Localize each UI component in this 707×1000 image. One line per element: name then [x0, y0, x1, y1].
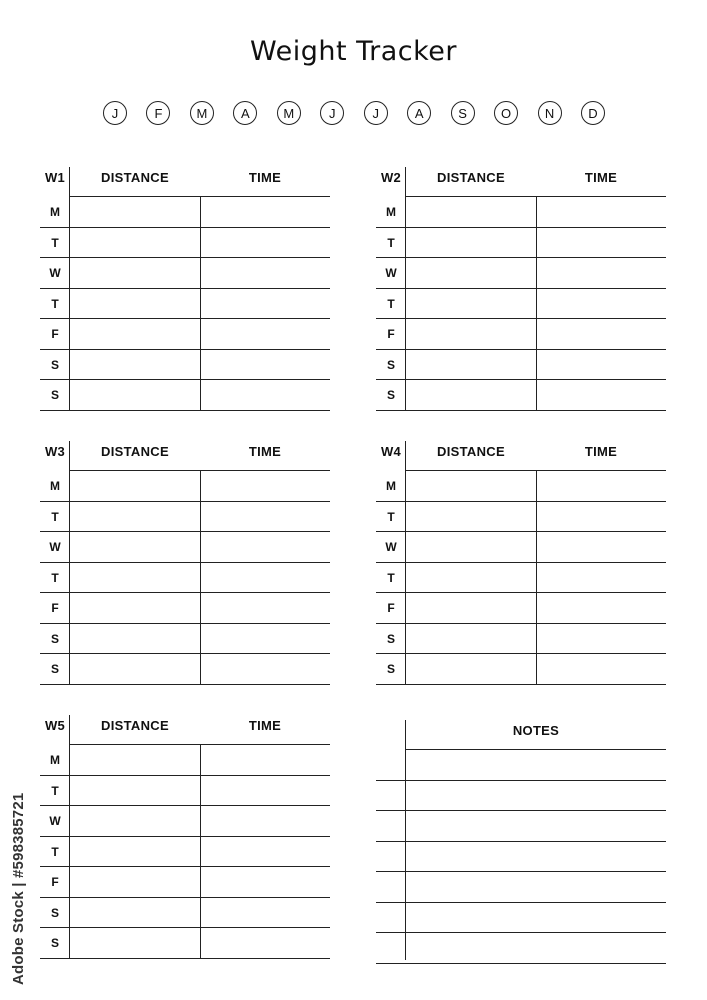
distance-cell[interactable]	[406, 654, 536, 683]
time-cell[interactable]	[201, 776, 330, 805]
month-circle[interactable]: S	[451, 101, 475, 125]
time-cell[interactable]	[201, 745, 330, 774]
day-label: T	[387, 570, 395, 585]
day-label: F	[51, 327, 59, 341]
notes-section	[376, 720, 666, 960]
month-circle[interactable]: O	[494, 101, 518, 125]
distance-cell[interactable]	[70, 624, 200, 653]
notes-line[interactable]	[406, 933, 666, 962]
time-cell[interactable]	[537, 471, 666, 500]
distance-cell[interactable]	[406, 532, 536, 561]
day-label: T	[51, 509, 59, 524]
day-label: T	[51, 235, 59, 250]
time-cell[interactable]	[537, 563, 666, 592]
day-label: T	[51, 570, 59, 585]
time-cell[interactable]	[201, 197, 330, 226]
distance-cell[interactable]	[70, 228, 200, 257]
time-cell[interactable]	[537, 593, 666, 622]
distance-cell[interactable]	[70, 654, 200, 683]
distance-cell[interactable]	[70, 502, 200, 531]
row-rule	[40, 410, 330, 411]
week-label: W5	[44, 718, 66, 733]
distance-cell[interactable]	[406, 593, 536, 622]
distance-cell[interactable]	[70, 837, 200, 866]
week-label: W3	[44, 444, 66, 459]
time-cell[interactable]	[201, 471, 330, 500]
stock-watermark-id: Adobe Stock | #598385721	[10, 792, 27, 985]
day-label: S	[386, 357, 395, 372]
row-rule	[40, 958, 330, 959]
day-label: S	[50, 936, 59, 950]
row-rule	[376, 684, 666, 685]
time-cell[interactable]	[537, 319, 666, 348]
week-table-w4	[376, 441, 666, 681]
time-cell[interactable]	[201, 258, 330, 287]
day-label: T	[51, 844, 59, 859]
time-cell[interactable]	[201, 350, 330, 379]
time-cell[interactable]	[537, 228, 666, 257]
day-label: T	[387, 296, 395, 311]
notes-header: NOTES	[512, 723, 560, 738]
month-circle[interactable]: J	[103, 101, 127, 125]
notes-line[interactable]	[406, 811, 666, 840]
day-label: W	[49, 814, 61, 828]
week-label: W1	[44, 170, 66, 185]
distance-cell[interactable]	[70, 867, 200, 896]
day-label: S	[50, 357, 59, 372]
time-cell[interactable]	[201, 532, 330, 561]
notes-line[interactable]	[406, 750, 666, 779]
day-label: W	[385, 540, 397, 554]
time-cell[interactable]	[537, 350, 666, 379]
week-label: W2	[380, 170, 402, 185]
month-circle[interactable]: F	[146, 101, 170, 125]
distance-cell[interactable]	[70, 898, 200, 927]
time-header: TIME	[248, 170, 282, 185]
time-cell[interactable]	[537, 289, 666, 318]
month-circle[interactable]: N	[538, 101, 562, 125]
distance-header: DISTANCE	[437, 170, 505, 185]
day-label: T	[387, 509, 395, 524]
distance-cell[interactable]	[70, 289, 200, 318]
distance-cell[interactable]	[70, 776, 200, 805]
day-label: S	[50, 631, 59, 646]
time-cell[interactable]	[201, 898, 330, 927]
time-cell[interactable]	[537, 258, 666, 287]
day-label: T	[387, 235, 395, 250]
month-circle[interactable]: J	[364, 101, 388, 125]
row-rule	[376, 410, 666, 411]
distance-cell[interactable]	[70, 380, 200, 409]
day-label: W	[49, 540, 61, 554]
day-label: F	[387, 327, 395, 341]
distance-header: DISTANCE	[101, 718, 169, 733]
distance-cell[interactable]	[70, 197, 200, 226]
time-cell[interactable]	[201, 228, 330, 257]
day-label: F	[51, 875, 59, 889]
day-label: T	[51, 783, 59, 798]
distance-cell[interactable]	[70, 350, 200, 379]
notes-line[interactable]	[406, 903, 666, 932]
distance-cell[interactable]	[406, 258, 536, 287]
distance-cell[interactable]	[406, 350, 536, 379]
page-title: Weight Tracker	[249, 36, 458, 67]
day-label: M	[50, 753, 60, 767]
time-cell[interactable]	[537, 502, 666, 531]
month-circle[interactable]: J	[320, 101, 344, 125]
day-label: S	[50, 388, 59, 402]
time-cell[interactable]	[201, 319, 330, 348]
day-label: W	[385, 266, 397, 280]
distance-cell[interactable]	[70, 563, 200, 592]
time-cell[interactable]	[537, 624, 666, 653]
day-label: T	[51, 296, 59, 311]
day-label: W	[49, 266, 61, 280]
week-table-w5	[40, 715, 330, 955]
day-label: M	[50, 205, 60, 219]
notes-line[interactable]	[406, 842, 666, 871]
time-cell[interactable]	[537, 654, 666, 683]
distance-cell[interactable]	[406, 502, 536, 531]
distance-cell[interactable]	[406, 380, 536, 409]
day-label: S	[50, 662, 59, 676]
day-label: S	[386, 388, 395, 402]
distance-cell[interactable]	[406, 289, 536, 318]
time-header: TIME	[248, 718, 282, 733]
time-cell[interactable]	[201, 806, 330, 835]
day-label: M	[386, 205, 396, 219]
day-label: S	[386, 662, 395, 676]
distance-cell[interactable]	[70, 928, 200, 957]
distance-cell[interactable]	[70, 593, 200, 622]
month-circle[interactable]: A	[407, 101, 431, 125]
time-header: TIME	[584, 444, 618, 459]
time-cell[interactable]	[201, 380, 330, 409]
day-label: M	[50, 479, 60, 493]
time-cell[interactable]	[201, 867, 330, 896]
notes-line[interactable]	[406, 872, 666, 901]
time-cell[interactable]	[201, 563, 330, 592]
month-circle[interactable]: M	[277, 101, 301, 125]
distance-cell[interactable]	[70, 471, 200, 500]
day-label: S	[386, 631, 395, 646]
month-circle[interactable]: M	[190, 101, 214, 125]
day-label: S	[50, 905, 59, 920]
notes-line[interactable]	[406, 781, 666, 810]
row-rule	[40, 684, 330, 685]
month-circle[interactable]: D	[581, 101, 605, 125]
time-cell[interactable]	[201, 928, 330, 957]
day-label: F	[51, 601, 59, 615]
time-cell[interactable]	[537, 380, 666, 409]
time-header: TIME	[248, 444, 282, 459]
day-label: M	[386, 479, 396, 493]
time-cell[interactable]	[201, 624, 330, 653]
week-table-w1	[40, 167, 330, 407]
week-label: W4	[380, 444, 402, 459]
time-cell[interactable]	[201, 654, 330, 683]
distance-cell[interactable]	[70, 258, 200, 287]
row-rule	[376, 963, 666, 964]
time-cell[interactable]	[201, 593, 330, 622]
distance-cell[interactable]	[70, 532, 200, 561]
time-cell[interactable]	[201, 837, 330, 866]
time-cell[interactable]	[201, 289, 330, 318]
distance-cell[interactable]	[406, 624, 536, 653]
month-selector	[103, 101, 605, 127]
time-cell[interactable]	[201, 502, 330, 531]
distance-header: DISTANCE	[437, 444, 505, 459]
week-table-w2	[376, 167, 666, 407]
month-circle[interactable]: A	[233, 101, 257, 125]
distance-cell[interactable]	[406, 319, 536, 348]
time-header: TIME	[584, 170, 618, 185]
day-label: F	[387, 601, 395, 615]
distance-cell[interactable]	[70, 745, 200, 774]
time-cell[interactable]	[537, 532, 666, 561]
distance-cell[interactable]	[406, 471, 536, 500]
distance-cell[interactable]	[70, 806, 200, 835]
time-cell[interactable]	[537, 197, 666, 226]
distance-cell[interactable]	[406, 197, 536, 226]
distance-cell[interactable]	[70, 319, 200, 348]
distance-header: DISTANCE	[101, 444, 169, 459]
week-table-w3	[40, 441, 330, 681]
distance-cell[interactable]	[406, 563, 536, 592]
distance-cell[interactable]	[406, 228, 536, 257]
distance-header: DISTANCE	[101, 170, 169, 185]
